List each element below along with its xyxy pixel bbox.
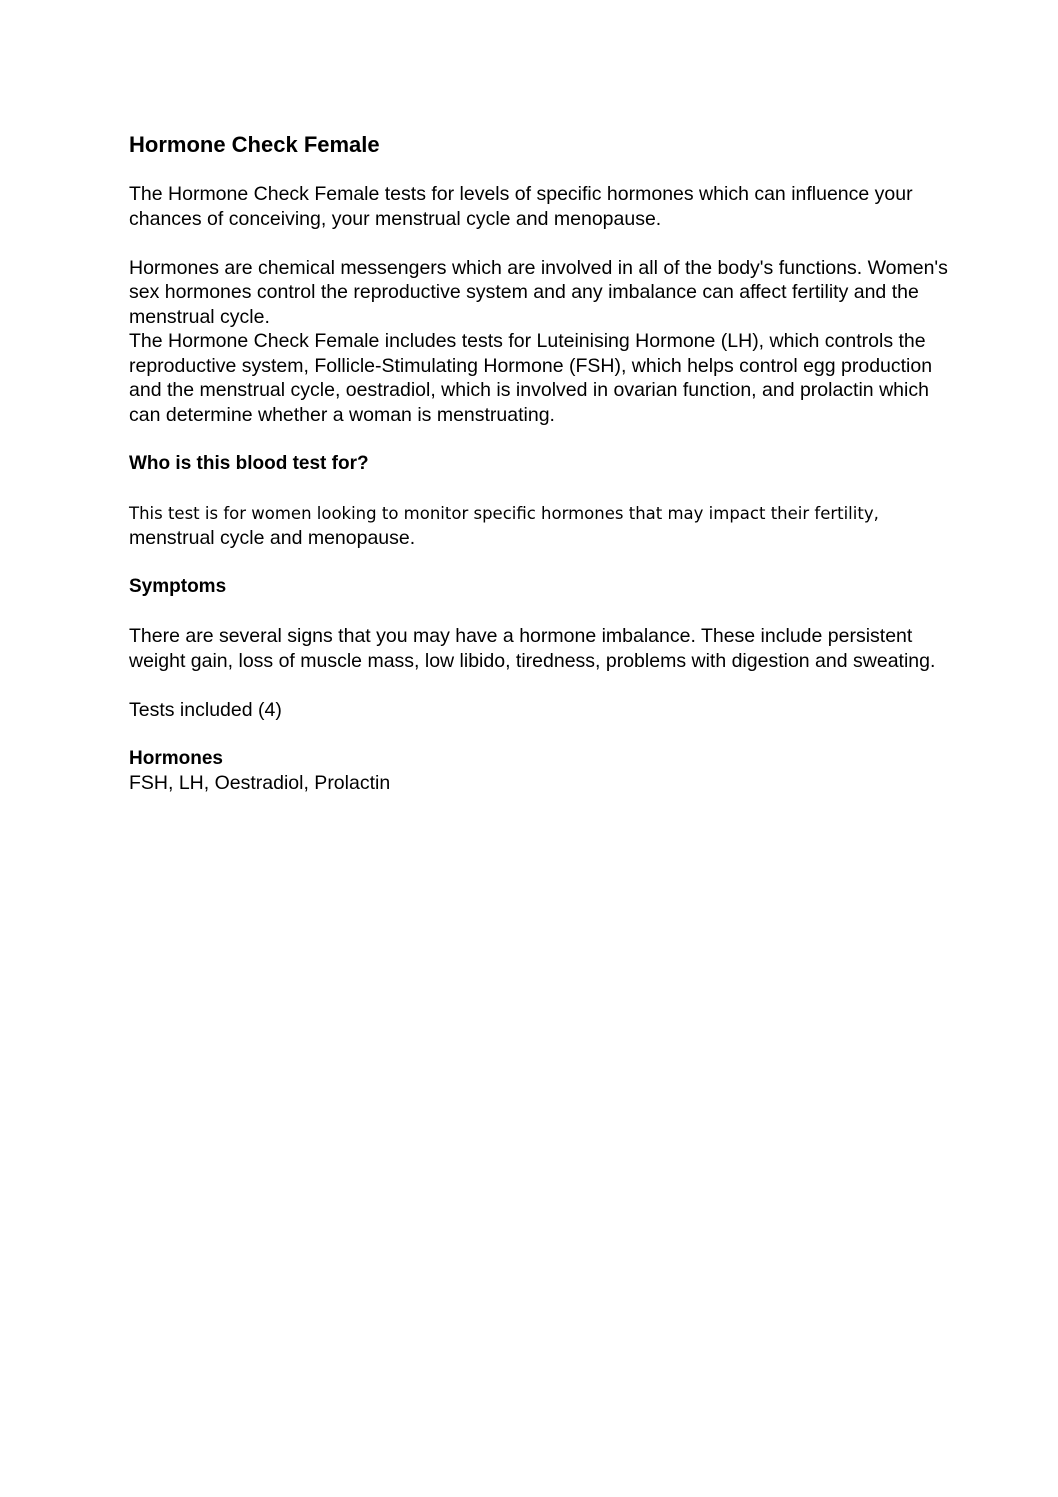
intro-paragraph: The Hormone Check Female tests for levels of specific hormones which can influence your chances of conceiving, your menstrual cycle and menopause. xyxy=(129,183,913,230)
tests-included: Tests included (4) xyxy=(129,698,282,721)
hormones-heading: Hormones xyxy=(129,747,223,769)
symptoms-paragraph: There are several signs that you may have a hormone imbalance. These include persistent weight gain, loss of muscle mass, low libido, tiredness, problems with digestion and sweating. xyxy=(129,625,936,672)
who-paragraph xyxy=(129,501,949,551)
hormones-paragraph-2: The Hormone Check Female includes tests for Luteinising Hormone (LH), which controls the reproductive system, Follicle-Stimulating Hormone (FSH), which helps control egg production and the menstrual cycle, oestradiol, which is involved in ovarian function, and prolactin which can determine whether a woman is menstruating. xyxy=(129,330,933,426)
who-text-part2: menstrual cycle and menopause. xyxy=(129,527,416,549)
who-heading: Who is this blood test for? xyxy=(129,452,369,474)
symptoms-heading: Symptoms xyxy=(129,576,227,597)
hormones-paragraph-1: Hormones are chemical messengers which are involved in all of the body's functions. Women's sex hormones control the reproductive system and any imbalance can affect fertility and the menstrual cycle. xyxy=(129,256,948,328)
hormones-list: FSH, LH, Oestradiol, Prolactin xyxy=(129,772,391,794)
document-page xyxy=(129,130,949,796)
who-text-part1: This test is for women looking to monitor specific hormones that may impact their fertility, xyxy=(129,503,879,523)
page-title: Hormone Check Female xyxy=(129,132,380,157)
